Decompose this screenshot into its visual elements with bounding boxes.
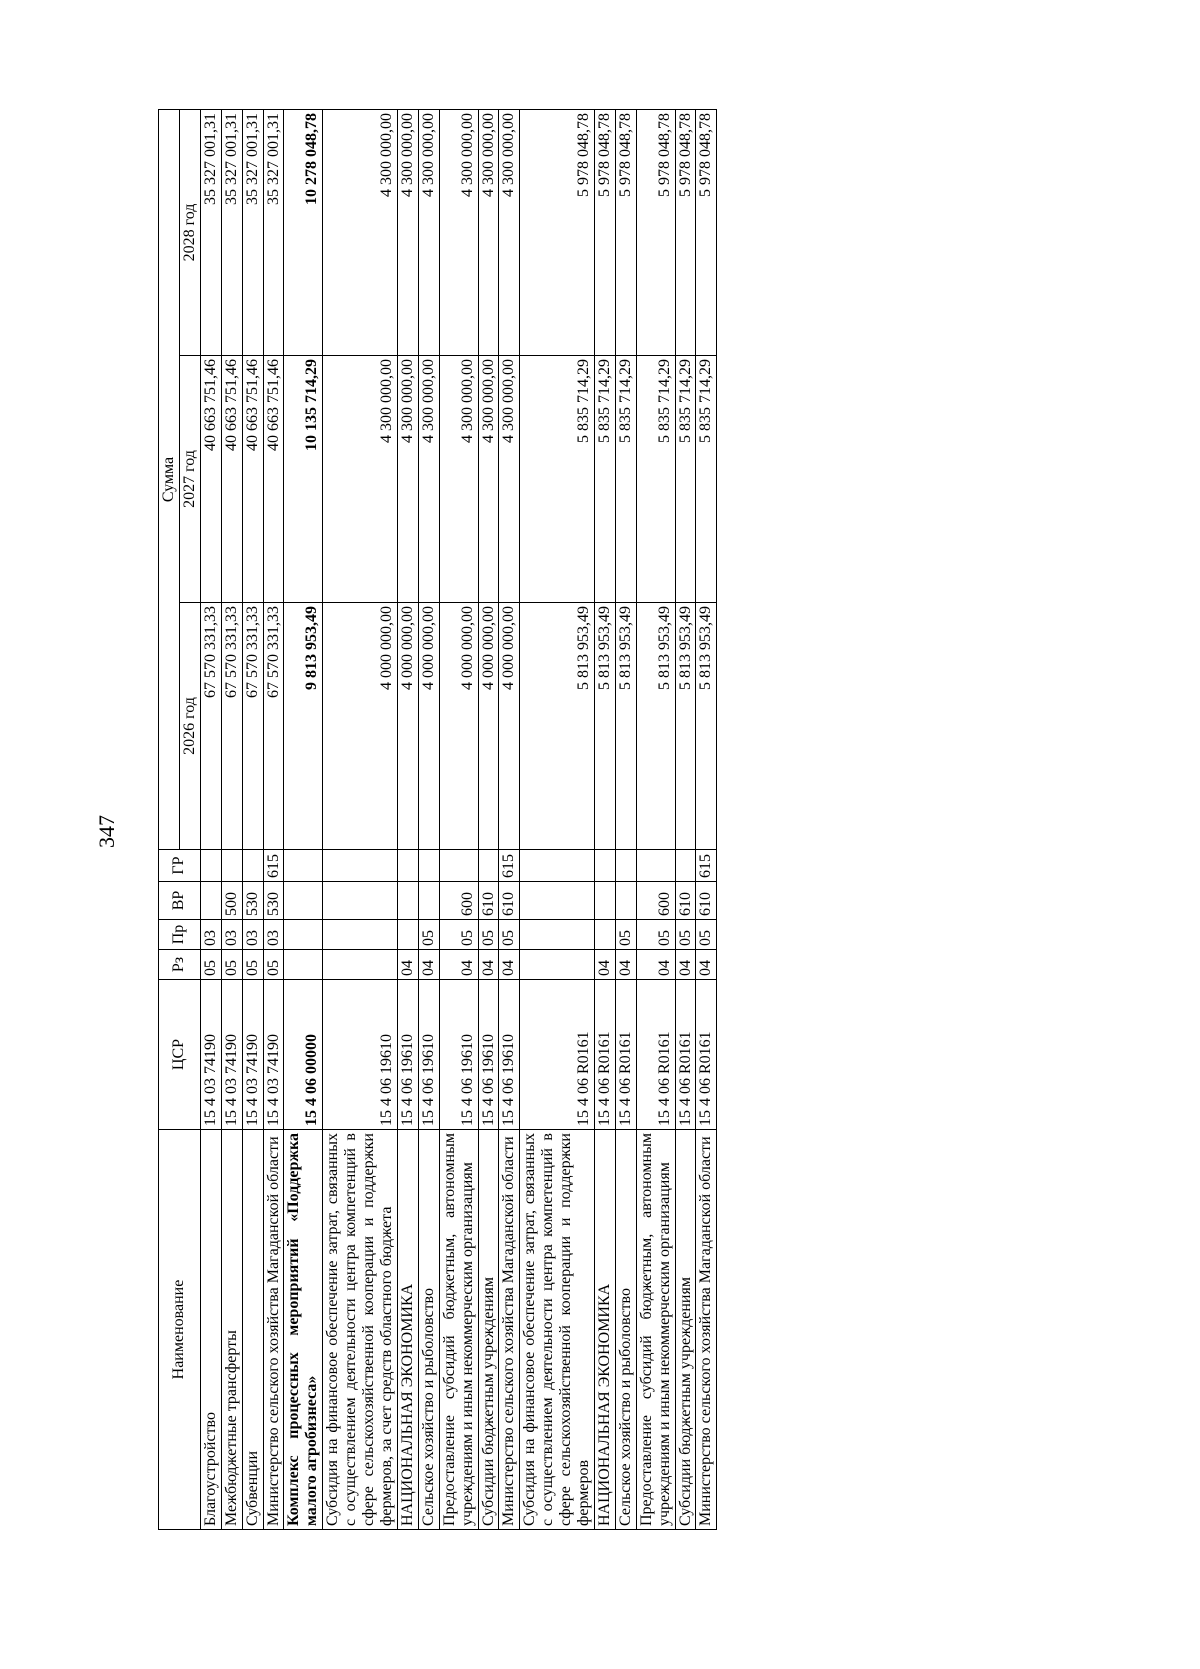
row-gr-cell [284,850,323,882]
table-row [221,110,242,1530]
row-name-cell: Предоставление субсидий бюджетным, автономным учреждениям и иным некоммерческим организациям [636,1130,675,1530]
row-name-cell: Предоставление субсидий бюджетным, автономным учреждениям и иным некоммерческим организациям [439,1130,478,1530]
row-amount-2028: 35 327 001,31 [242,110,263,356]
row-pr-cell: 05 [696,920,717,950]
row-amount-2026: 5 813 953,49 [615,603,636,850]
row-amount-2027: 4 300 000,00 [397,356,418,603]
row-gr-cell [439,850,478,882]
row-vr-cell [594,882,615,920]
row-amount-2026: 5 813 953,49 [696,603,717,850]
row-vr-cell: 610 [478,882,499,920]
row-csr-cell: 15 4 06 R0161 [520,980,595,1130]
row-name-cell: Сельское хозяйство и рыболовство [418,1130,439,1530]
table-row [499,110,520,1530]
row-amount-2027: 40 663 751,46 [200,356,221,603]
table-body [200,110,717,1530]
table-row [696,110,717,1530]
row-amount-2028: 5 978 048,78 [615,110,636,356]
row-amount-2027: 4 300 000,00 [418,356,439,603]
row-pr-cell [284,920,323,950]
row-rz-cell [323,950,398,980]
row-csr-cell: 15 4 06 R0161 [594,980,615,1130]
table-row [418,110,439,1530]
row-rz-cell: 04 [594,950,615,980]
row-rz-cell: 04 [696,950,717,980]
row-gr-cell [615,850,636,882]
row-name-cell: Субвенции [242,1130,263,1530]
row-name-cell: Сельское хозяйство и рыболовство [615,1130,636,1530]
row-rz-cell: 04 [615,950,636,980]
row-amount-2026: 67 570 331,33 [242,603,263,850]
row-vr-cell [323,882,398,920]
table-row [636,110,675,1530]
row-amount-2027: 40 663 751,46 [221,356,242,603]
row-gr-cell [323,850,398,882]
row-gr-cell: 615 [263,850,284,882]
row-amount-2027: 40 663 751,46 [242,356,263,603]
row-vr-cell [284,882,323,920]
header-pr: Пр [159,920,201,950]
row-vr-cell: 600 [439,882,478,920]
row-amount-2026: 67 570 331,33 [200,603,221,850]
row-amount-2026: 4 000 000,00 [439,603,478,850]
row-amount-2026: 4 000 000,00 [323,603,398,850]
row-pr-cell: 05 [439,920,478,950]
row-amount-2026: 9 813 953,49 [284,603,323,850]
page-number: 347 [94,815,119,848]
row-name-cell: НАЦИОНАЛЬНАЯ ЭКОНОМИКА [594,1130,615,1530]
row-rz-cell: 04 [439,950,478,980]
table-row [594,110,615,1530]
row-vr-cell [200,882,221,920]
row-rz-cell: 04 [418,950,439,980]
row-amount-2027: 5 835 714,29 [636,356,675,603]
row-vr-cell [418,882,439,920]
table-row [242,110,263,1530]
row-vr-cell [520,882,595,920]
row-amount-2026: 67 570 331,33 [263,603,284,850]
row-pr-cell [397,920,418,950]
table-row [323,110,398,1530]
row-gr-cell: 615 [696,850,717,882]
row-csr-cell: 15 4 03 74190 [263,980,284,1130]
row-pr-cell: 05 [615,920,636,950]
row-pr-cell [323,920,398,950]
row-pr-cell: 03 [263,920,284,950]
row-amount-2026: 5 813 953,49 [636,603,675,850]
row-vr-cell: 610 [499,882,520,920]
row-amount-2027: 10 135 714,29 [284,356,323,603]
row-pr-cell: 05 [418,920,439,950]
row-vr-cell [615,882,636,920]
row-amount-2026: 4 000 000,00 [478,603,499,850]
row-amount-2028: 35 327 001,31 [263,110,284,356]
row-rz-cell: 05 [221,950,242,980]
row-amount-2028: 5 978 048,78 [594,110,615,356]
row-rz-cell: 04 [675,950,696,980]
row-amount-2026: 4 000 000,00 [499,603,520,850]
row-name-cell: Благоустройство [200,1130,221,1530]
row-amount-2027: 5 835 714,29 [696,356,717,603]
row-vr-cell: 530 [263,882,284,920]
row-amount-2026: 5 813 953,49 [520,603,595,850]
row-amount-2027: 4 300 000,00 [439,356,478,603]
row-amount-2027: 5 835 714,29 [520,356,595,603]
row-gr-cell [636,850,675,882]
row-name-cell: Субсидия на финансовое обеспечение затрат, связанных с осуществлением деятельности центра компетенций в сфере сельскохозяйственной кооперации и поддержки фермеров, за счет средств областного бюджета [323,1130,398,1530]
row-csr-cell: 15 4 03 74190 [200,980,221,1130]
row-pr-cell [594,920,615,950]
row-amount-2028: 4 300 000,00 [499,110,520,356]
row-rz-cell [284,950,323,980]
row-name-cell: Субсидии бюджетным учреждениям [478,1130,499,1530]
row-amount-2026: 67 570 331,33 [221,603,242,850]
row-csr-cell: 15 4 06 19610 [397,980,418,1130]
row-amount-2028: 4 300 000,00 [418,110,439,356]
row-rz-cell [520,950,595,980]
row-vr-cell: 600 [636,882,675,920]
row-csr-cell: 15 4 06 R0161 [675,980,696,1130]
table-row [200,110,221,1530]
row-amount-2027: 4 300 000,00 [499,356,520,603]
table-row [478,110,499,1530]
header-row-top [159,110,180,1530]
row-rz-cell: 04 [636,950,675,980]
row-name-cell: Комплекс процессных мероприятий «Поддержка малого агробизнеса» [284,1130,323,1530]
row-rz-cell: 04 [499,950,520,980]
table-row [675,110,696,1530]
header-year-2028: 2028 год [179,110,200,356]
header-gr: ГР [159,850,201,882]
table-row [263,110,284,1530]
row-gr-cell [200,850,221,882]
row-name-cell: Субсидия на финансовое обеспечение затрат, связанных с осуществлением деятельности центра компетенций в сфере сельскохозяйственной кооперации и поддержки фермеров [520,1130,595,1530]
row-pr-cell: 03 [221,920,242,950]
row-amount-2028: 5 978 048,78 [675,110,696,356]
row-amount-2028: 4 300 000,00 [323,110,398,356]
header-sum: Сумма [159,110,180,850]
row-amount-2026: 5 813 953,49 [675,603,696,850]
row-vr-cell: 530 [242,882,263,920]
row-gr-cell [478,850,499,882]
table-row [615,110,636,1530]
row-name-cell: Межбюджетные трансферты [221,1130,242,1530]
row-pr-cell: 05 [636,920,675,950]
row-csr-cell: 15 4 06 R0161 [615,980,636,1130]
row-pr-cell: 03 [200,920,221,950]
row-gr-cell [418,850,439,882]
header-csr: ЦСР [159,980,201,1130]
row-pr-cell: 05 [675,920,696,950]
row-csr-cell: 15 4 03 74190 [242,980,263,1130]
rotated-table-wrapper [158,110,984,1530]
row-amount-2028: 10 278 048,78 [284,110,323,356]
header-vr: ВР [159,882,201,920]
row-rz-cell: 04 [478,950,499,980]
budget-table [158,109,717,1530]
table-row [397,110,418,1530]
row-csr-cell: 15 4 03 74190 [221,980,242,1130]
row-gr-cell: 615 [499,850,520,882]
row-name-cell: НАЦИОНАЛЬНАЯ ЭКОНОМИКА [397,1130,418,1530]
table-row [284,110,323,1530]
row-vr-cell: 500 [221,882,242,920]
row-amount-2028: 35 327 001,31 [200,110,221,356]
row-csr-cell: 15 4 06 19610 [418,980,439,1130]
row-amount-2027: 5 835 714,29 [594,356,615,603]
header-rz: Рз [159,950,201,980]
row-amount-2027: 5 835 714,29 [615,356,636,603]
row-amount-2028: 4 300 000,00 [439,110,478,356]
row-gr-cell [221,850,242,882]
row-csr-cell: 15 4 06 00000 [284,980,323,1130]
row-amount-2026: 4 000 000,00 [397,603,418,850]
row-name-cell: Министерство сельского хозяйства Магаданской области [696,1130,717,1530]
row-pr-cell [520,920,595,950]
row-amount-2027: 4 300 000,00 [478,356,499,603]
row-amount-2028: 5 978 048,78 [636,110,675,356]
row-vr-cell: 610 [675,882,696,920]
row-gr-cell [520,850,595,882]
row-csr-cell: 15 4 06 19610 [499,980,520,1130]
row-gr-cell [242,850,263,882]
header-name: Наименование [159,1130,201,1530]
row-csr-cell: 15 4 06 R0161 [636,980,675,1130]
row-gr-cell [397,850,418,882]
row-amount-2026: 4 000 000,00 [418,603,439,850]
row-rz-cell: 05 [263,950,284,980]
row-amount-2028: 4 300 000,00 [397,110,418,356]
row-gr-cell [594,850,615,882]
row-amount-2026: 5 813 953,49 [594,603,615,850]
row-name-cell: Министерство сельского хозяйства Магаданской области [263,1130,284,1530]
row-amount-2028: 5 978 048,78 [696,110,717,356]
row-rz-cell: 05 [200,950,221,980]
row-amount-2027: 4 300 000,00 [323,356,398,603]
table-row [520,110,595,1530]
row-amount-2027: 5 835 714,29 [675,356,696,603]
row-pr-cell: 05 [478,920,499,950]
row-name-cell: Субсидии бюджетным учреждениям [675,1130,696,1530]
row-amount-2028: 4 300 000,00 [478,110,499,356]
row-rz-cell: 05 [242,950,263,980]
row-csr-cell: 15 4 06 R0161 [696,980,717,1130]
row-csr-cell: 15 4 06 19610 [439,980,478,1130]
row-pr-cell: 05 [499,920,520,950]
table-row [439,110,478,1530]
header-year-2026: 2026 год [179,603,200,850]
row-vr-cell [397,882,418,920]
row-gr-cell [675,850,696,882]
row-amount-2028: 35 327 001,31 [221,110,242,356]
row-vr-cell: 610 [696,882,717,920]
row-amount-2027: 40 663 751,46 [263,356,284,603]
header-year-2027: 2027 год [179,356,200,603]
row-csr-cell: 15 4 06 19610 [323,980,398,1130]
row-csr-cell: 15 4 06 19610 [478,980,499,1130]
row-pr-cell: 03 [242,920,263,950]
row-amount-2028: 5 978 048,78 [520,110,595,356]
row-name-cell: Министерство сельского хозяйства Магаданской области [499,1130,520,1530]
row-rz-cell: 04 [397,950,418,980]
